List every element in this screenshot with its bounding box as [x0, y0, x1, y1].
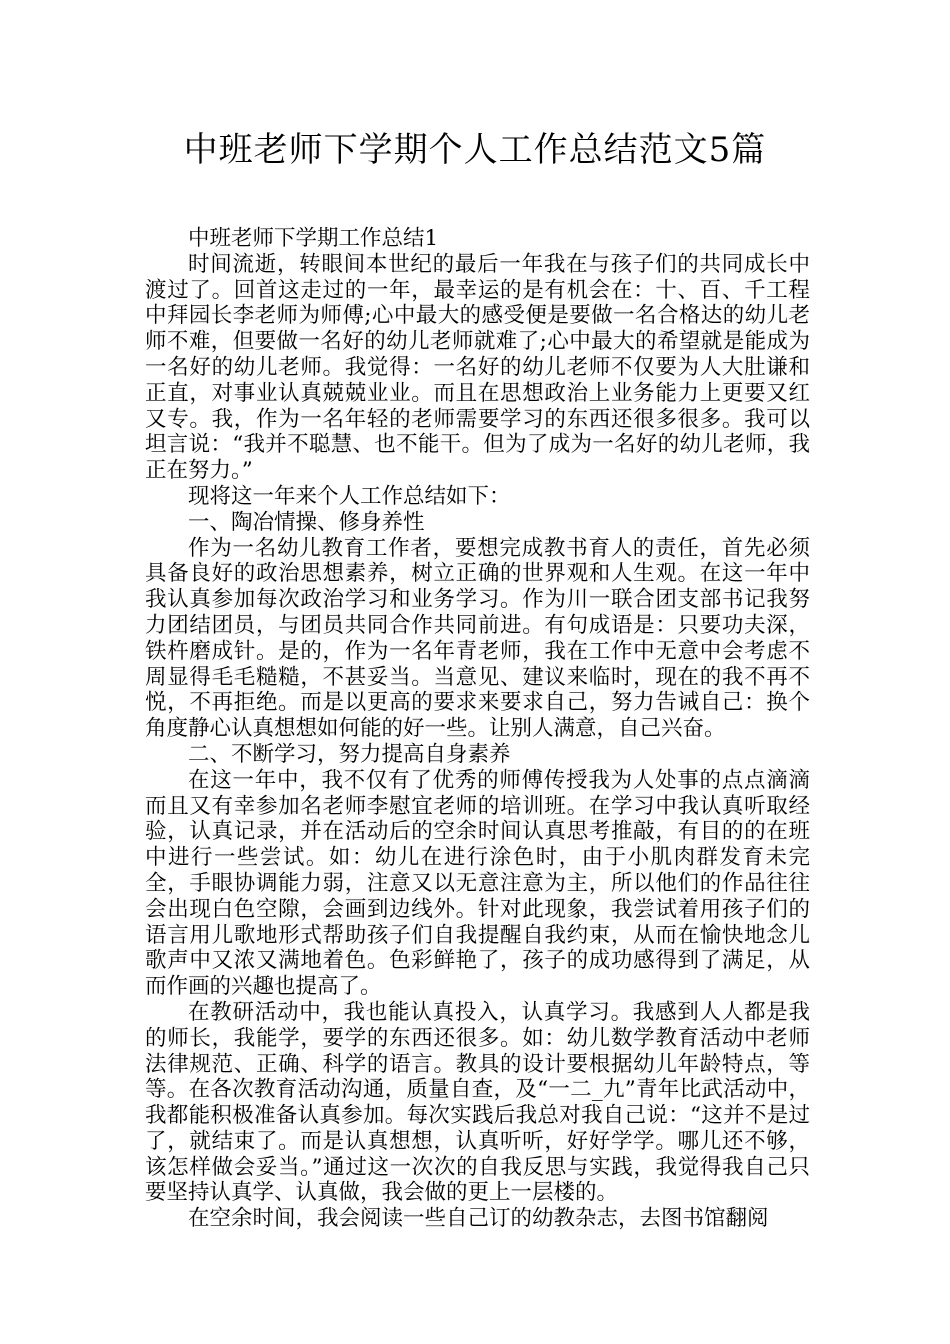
- paragraph: 时间流逝，转眼间本世纪的最后一年我在与孩子们的共同成长中渡过了。回首这走过的一年，最幸运的是有机会在：十、百、千工程中拜园长李老师为师傅;心中最大的感受便是要做一名合格达的幼儿老师不难，但要做一名好的幼儿老师就难了;心中最大的希望就是能成为一名好的幼儿老师。我觉得：一名好的幼儿老师不仅要为人大肚谦和正直，对事业认真兢兢业业。而且在思想政治上业务能力上更要又红又专。我，作为一名年轻的老师需要学习的东西还很多很多。我可以坦言说：“我并不聪慧、也不能干。但为了成为一名好的幼儿老师，我正在努力。”: [145, 251, 810, 484]
- document-body: [145, 226, 810, 1232]
- section-heading: 一、陶冶情操、修身养性: [188, 509, 425, 535]
- section-heading: 二、不断学习，努力提高自身素养: [188, 741, 511, 767]
- paragraph: 现将这一年来个人工作总结如下：: [188, 483, 511, 509]
- section-heading: 中班老师下学期工作总结1: [188, 226, 439, 251]
- document-title: 中班老师下学期个人工作总结范文5篇: [183, 130, 767, 170]
- paragraph: 在这一年中，我不仅有了优秀的师傅传授我为人处事的点点滴滴而且又有幸参加名老师李慰宜老师的培训班。在学习中我认真听取经验，认真记录，并在活动后的空余时间认真思考推敲，有目的的在班中进行一些尝试。如：幼儿在进行涂色时，由于小肌肉群发育未完全，手眼协调能力弱，注意又以无意注意为主，所以他们的作品往往会出现白色空隙，会画到边线外。针对此现象，我尝试着用孩子们的语言用儿歌地形式帮助孩子们自我提醒自我约束，从而在愉快地念儿歌声中又浓又满地着色。色彩鲜艳了，孩子的成功感得到了满足，从而作画的兴趣也提高了。: [145, 767, 810, 1000]
- paragraph: 作为一名幼儿教育工作者，要想完成教书育人的责任，首先必须具备良好的政治思想素养，树立正确的世界观和人生观。在这一年中我认真参加每次政治学习和业务学习。作为川一联合团支部书记我努力团结团员，与团员共同合作共同前进。有句成语是：只要功夫深，铁杵磨成针。是的，作为一名年青老师，我在工作中无意中会考虑不周显得毛毛糙糙，不甚妥当。当意见、建议来临时，现在的我不再不悦，不再拒绝。而是以更高的要求来要求自己，努力告诫自己：换个角度静心认真想想如何能的好一些。让别人满意，自己兴奋。: [145, 535, 810, 742]
- paragraph: 在空余时间，我会阅读一些自己订的幼教杂志，去图书馆翻阅: [188, 1206, 769, 1232]
- paragraph: 在教研活动中，我也能认真投入，认真学习。我感到人人都是我的师长，我能学，要学的东西还很多。如：幼儿数学教育活动中老师法律规范、正确、科学的语言。教具的设计要根据幼儿年龄特点，等等。在各次教育活动沟通，质量自查，及“一二_九”青年比武活动中，我都能积极准备认真参加。每次实践后我总对我自己说：“这并不是过了，就结束了。而是认真想想，认真听听，好好学学。哪儿还不够，该怎样做会妥当。”通过这一次次的自我反思与实践，我觉得我自己只要坚持认真学、认真做，我会做的更上一层楼的。: [145, 999, 810, 1206]
